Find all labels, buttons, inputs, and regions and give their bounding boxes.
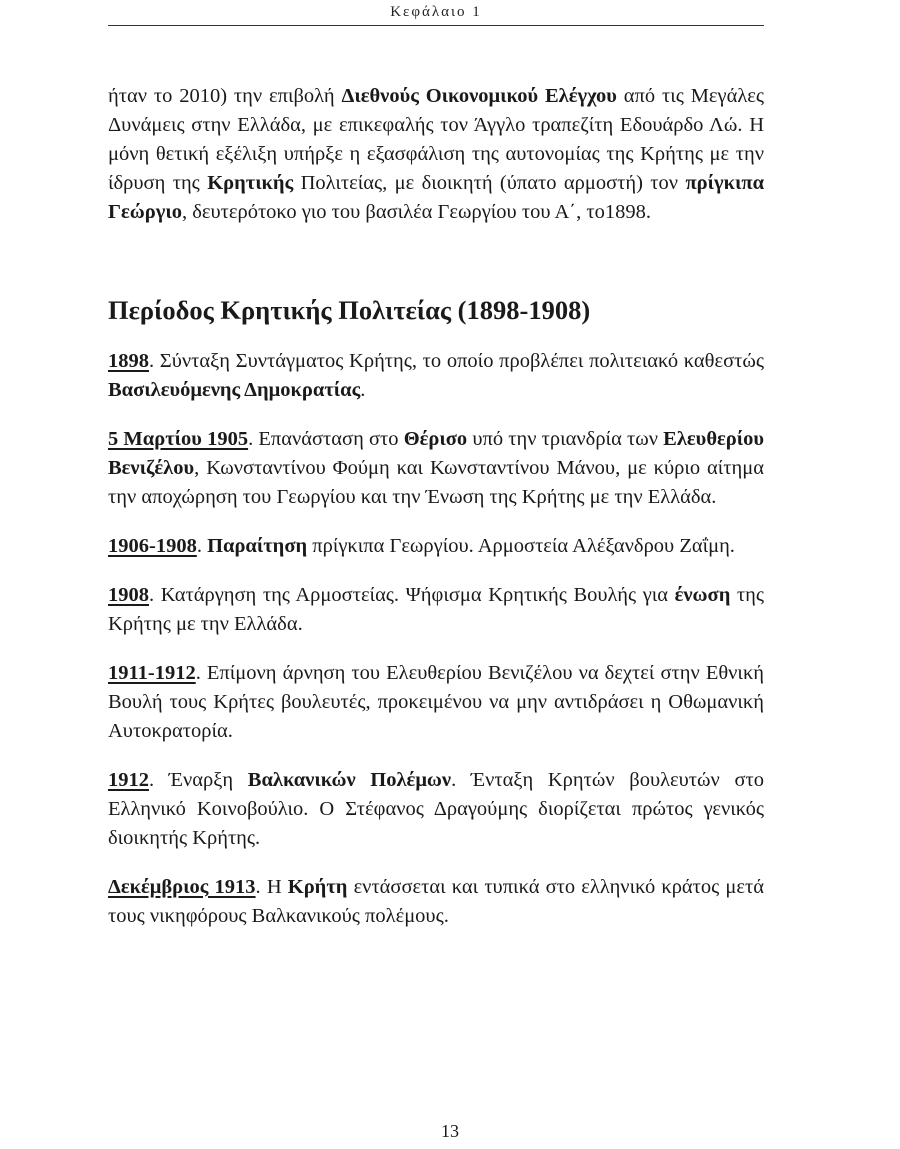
text-run: . xyxy=(196,535,208,557)
bold-term: πρίγκιπα Γεώργιο xyxy=(108,172,765,223)
running-header: Κεφάλαιο 1 xyxy=(390,4,482,20)
entry-date: 1906-1908 xyxy=(108,535,197,557)
bold-term: Ελευθερίου Βενιζέλου xyxy=(108,428,764,479)
text-run: . Η xyxy=(255,876,288,898)
text-run: υπό την τριανδρία των xyxy=(467,428,664,450)
timeline-entry xyxy=(108,766,764,853)
page-body xyxy=(108,82,764,931)
text-run: , δευτερότοκο γιο του βασιλέα Γεωργίου του Α΄, το1898. xyxy=(181,201,651,223)
bold-term: Διεθνούς Οικονομικού Ελέγχου xyxy=(341,85,617,107)
page-number: 13 xyxy=(441,1121,459,1141)
entry-date: 1908 xyxy=(108,584,149,606)
entry-date: Δεκέμβριος 1913 xyxy=(108,876,256,898)
entry-date: 1911-1912 xyxy=(108,662,196,684)
timeline-entry xyxy=(108,532,764,561)
bold-term: Θέρισο xyxy=(403,428,468,450)
text-run: ήταν το 2010) την επιβολή xyxy=(108,85,342,107)
timeline-entry xyxy=(108,347,764,405)
bold-term: Κρήτη xyxy=(287,876,348,898)
timeline-entry xyxy=(108,659,764,746)
text-run: . Κατάργηση της Αρμοστείας. Ψήφισμα Κρητικής Βουλής για xyxy=(149,584,675,606)
timeline-entry xyxy=(108,873,764,931)
entry-date: 1898 xyxy=(108,350,149,372)
text-run: . xyxy=(360,379,366,401)
text-run: , Κωνσταντίνου Φούμη και Κωνσταντίνου Μάνου, με κύριο αίτημα την αποχώρηση του Γεωργίου και την Ένωση της Κρήτης με την Ελλάδα. xyxy=(108,457,764,508)
text-run: από τις Μεγάλες Δυνάμεις στην Ελλάδα, με επικεφαλής τον Άγγλο τραπεζίτη Εδουάρδο Λώ. Η μόνη θετική εξέλιξη υπήρξε η εξασφάλιση της αυτονομίας της Κρήτης με την ίδρυση της xyxy=(108,85,764,194)
text-run: . Έναρξη xyxy=(149,769,248,791)
text-run: Πολιτείας, με διοικητή (ύπατο αρμοστή) τον xyxy=(293,172,686,194)
intro-paragraph xyxy=(108,82,764,227)
bold-term: ένωση xyxy=(674,584,731,606)
bold-term: Κρητικής xyxy=(207,172,294,194)
text-run: . Ένταξη Κρητών βουλευτών στο Ελληνικό Κοινοβούλιο. Ο Στέφανος Δραγούμης διορίζεται πρώτος γενικός διοικητής Κρήτης. xyxy=(108,769,765,849)
text-run: εντάσσεται και τυπικά στο ελληνικό κράτος μετά τους νικηφόρους Βαλκανικούς πολέμους. xyxy=(108,876,764,927)
timeline-entry xyxy=(108,581,764,639)
text-run: . Επανάσταση στο xyxy=(248,428,404,450)
timeline-entry xyxy=(108,425,764,512)
entry-date: 1912 xyxy=(108,769,149,791)
text-run: της Κρήτης με την Ελλάδα. xyxy=(108,584,765,635)
bold-term: Βαλκανικών Πολέμων xyxy=(247,769,452,791)
text-run: . Επίμονη άρνηση του Ελευθερίου Βενιζέλου να δεχτεί στην Εθνική Βουλή τους Κρήτες βουλευτές, προκειμένου να μην αντιδράσει η Οθωμανική Αυτοκρατορία. xyxy=(108,662,764,742)
section-heading: Περίοδος Κρητικής Πολιτείας (1898-1908) xyxy=(108,295,591,325)
text-run: πρίγκιπα Γεωργίου. Αρμοστεία Αλέξανδρου Ζαΐμη. xyxy=(307,535,735,557)
bold-term: Παραίτηση xyxy=(207,535,308,557)
header-rule xyxy=(108,25,764,26)
text-run: . Σύνταξη Συντάγματος Κρήτης, το οποίο προβλέπει πολιτειακό καθεστώς xyxy=(149,350,764,372)
entry-date: 5 Μαρτίου 1905 xyxy=(108,428,249,450)
bold-term: Βασιλευόμενης Δημοκρατίας xyxy=(108,379,361,401)
